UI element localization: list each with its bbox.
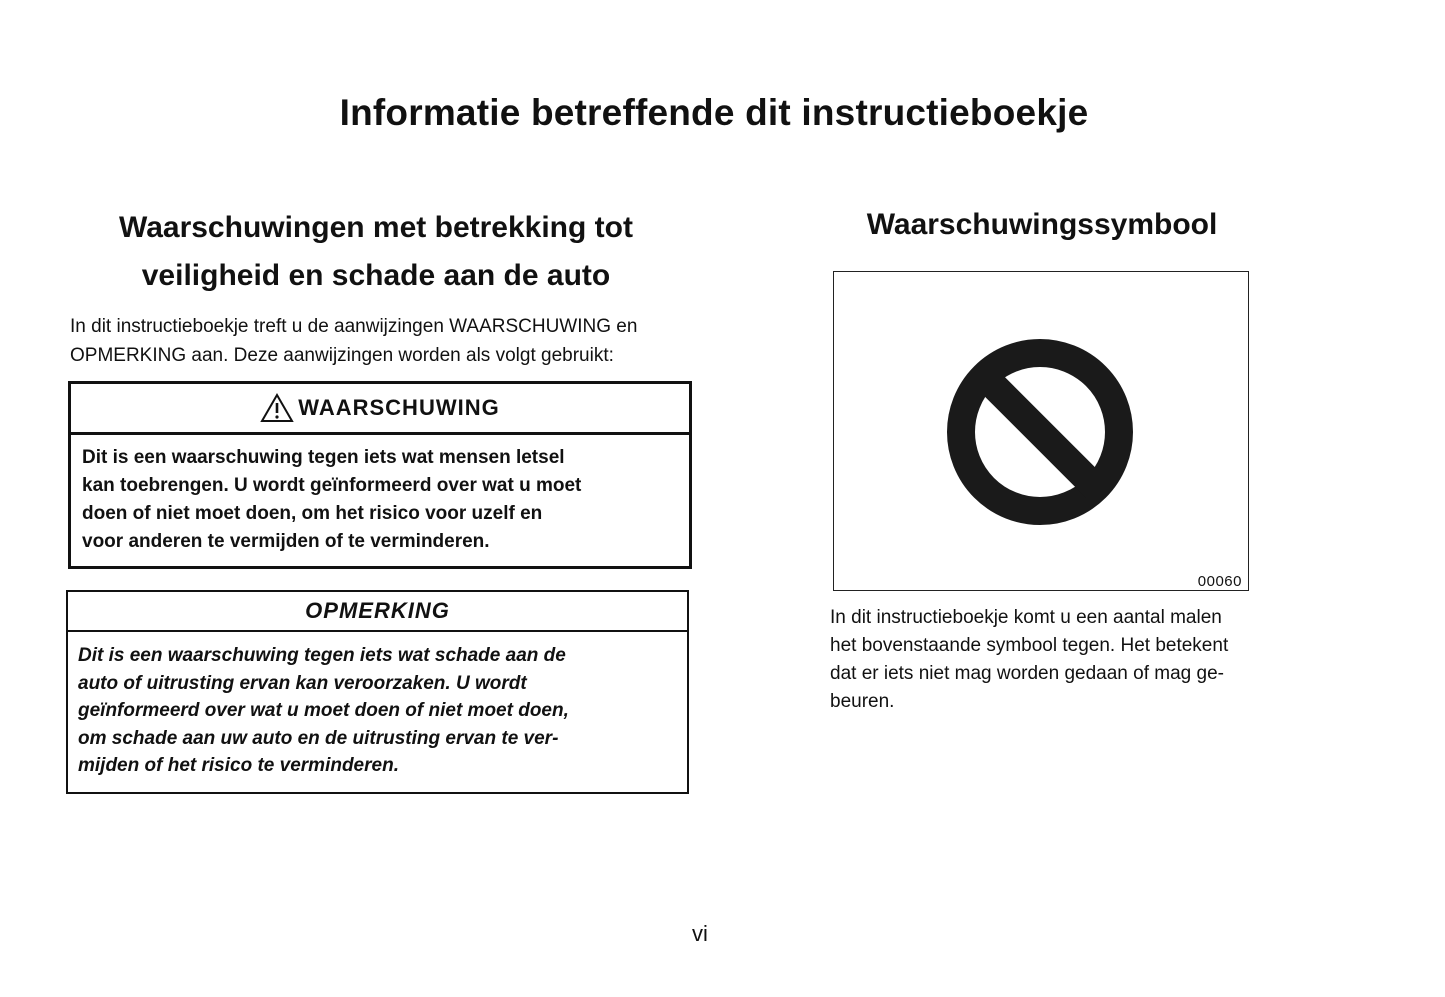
symbol-description bbox=[830, 604, 1260, 716]
warning-line: voor anderen te vermijden of te verminderen. bbox=[82, 531, 490, 552]
note-line: auto of uitrusting ervan kan veroorzaken. U wordt bbox=[78, 672, 527, 694]
warning-label: WAARSCHUWING bbox=[298, 395, 500, 420]
warning-box bbox=[68, 381, 692, 569]
warning-line: Dit is een waarschuwing tegen iets wat mensen letsel bbox=[82, 447, 565, 468]
desc-line: dat er iets niet mag worden gedaan of mag ge- bbox=[830, 663, 1224, 684]
warning-header bbox=[71, 384, 689, 435]
note-line: geïnformeerd over wat u moet doen of niet moet doen, bbox=[78, 700, 569, 721]
desc-line: het bovenstaande symbool tegen. Het betekent bbox=[830, 635, 1229, 656]
warning-line: doen of niet moet doen, om het risico voor uzelf en bbox=[82, 503, 543, 524]
prohibition-icon bbox=[946, 338, 1134, 526]
desc-line: In dit instructieboekje komt u een aantal malen bbox=[830, 607, 1222, 628]
note-line: mijden of het risico te verminderen. bbox=[78, 755, 399, 776]
note-line: om schade aan uw auto en de uitrusting ervan te ver- bbox=[78, 727, 559, 749]
note-label: OPMERKING bbox=[305, 598, 450, 623]
heading-line: Waarschuwingen met betrekking tot bbox=[119, 211, 633, 244]
section-heading-symbol: Waarschuwingssymbool bbox=[866, 208, 1218, 241]
note-header bbox=[68, 592, 687, 632]
warning-text bbox=[71, 435, 689, 556]
symbol-figure bbox=[833, 271, 1249, 591]
note-box bbox=[66, 590, 689, 794]
intro-paragraph bbox=[70, 312, 710, 370]
figure-code: 00060 bbox=[1197, 573, 1242, 590]
page-title: Informatie betreffende dit instructieboekje bbox=[339, 92, 1089, 133]
note-line: Dit is een waarschuwing tegen iets wat schade aan de bbox=[78, 645, 566, 666]
section-heading-warnings bbox=[60, 204, 692, 300]
heading-line: veiligheid en schade aan de auto bbox=[141, 259, 611, 292]
page-number: vi bbox=[692, 921, 708, 946]
intro-line: OPMERKING aan. Deze aanwijzingen worden als volgt gebruikt: bbox=[70, 345, 614, 366]
intro-line: In dit instructieboekje treft u de aanwijzingen WAARSCHUWING en bbox=[70, 316, 638, 337]
warning-line: kan toebrengen. U wordt geïnformeerd over wat u moet bbox=[82, 475, 582, 496]
warning-triangle-icon bbox=[260, 393, 294, 423]
note-text bbox=[68, 632, 687, 780]
desc-line: beuren. bbox=[830, 691, 895, 712]
